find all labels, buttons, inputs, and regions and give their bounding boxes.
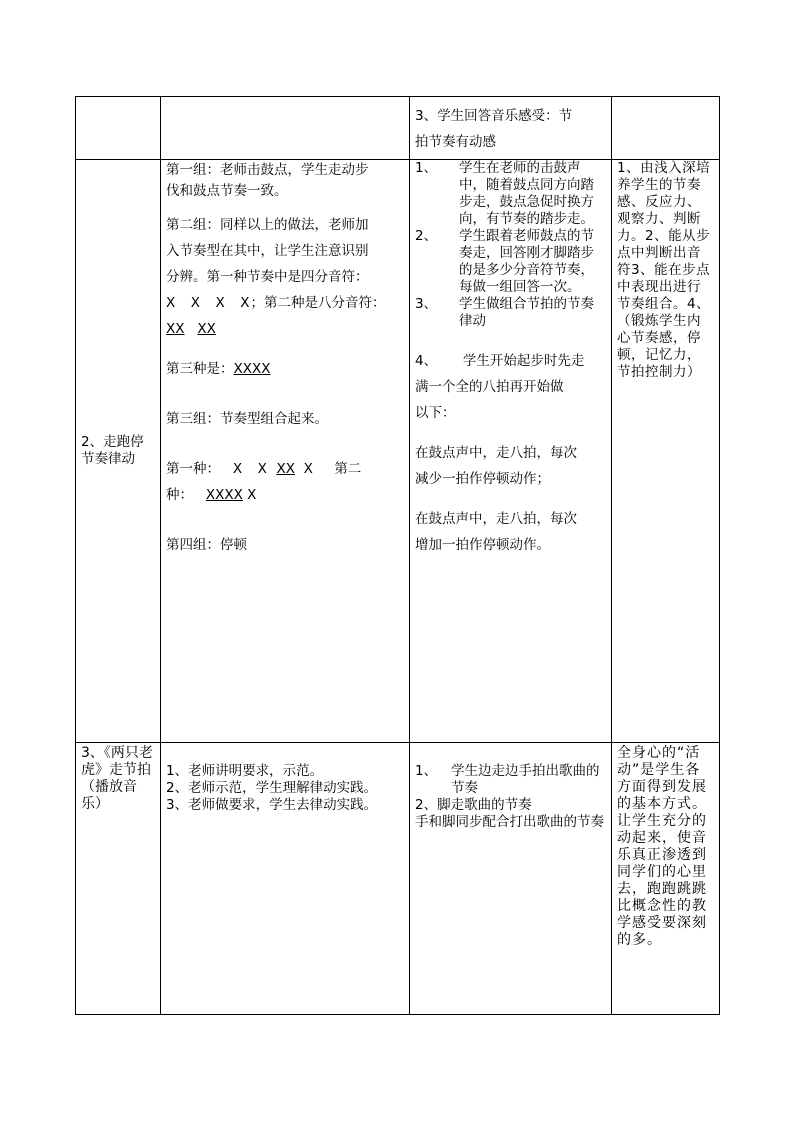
list-item: [415, 228, 606, 296]
text-line: [166, 456, 404, 482]
teacher-activity-cell: [161, 160, 410, 743]
text-line: 在鼓点声中，走八拍，每次: [415, 511, 577, 527]
step-title: 3、《两只老虎》走节拍（播放音乐）: [81, 745, 153, 812]
list-text: 学生做组合节拍的节奏律动: [459, 296, 594, 329]
lesson-plan-table: [75, 96, 720, 1015]
list-item: [415, 348, 606, 426]
text-line: 3、老师做要求，学生去律动实践。: [166, 797, 378, 813]
step-title-cell: [76, 160, 161, 743]
list-number: 1、: [415, 763, 438, 779]
step-title: 2、走跑停节奏律动: [81, 434, 144, 467]
text-fragment: 第二: [334, 461, 362, 477]
list-number: 3、: [415, 296, 438, 312]
design-intent-cell: [612, 160, 720, 743]
text-line: 2、脚走歌曲的节奏: [415, 797, 532, 813]
list-item: [415, 160, 606, 228]
rhythm-notation: XX: [197, 321, 216, 337]
text-line: 分辨。第一种节奏中是四分音符：: [166, 269, 369, 285]
text-line: 第四组：停顿: [166, 537, 247, 553]
cell-empty: [76, 97, 161, 160]
cell-empty: [612, 97, 720, 160]
text-fragment: 种：: [166, 487, 193, 503]
text-line: 1、老师讲明要求，示范。: [166, 763, 324, 779]
list-number: 2、: [415, 228, 438, 244]
design-intent-text: 1、由浅入深培养学生的节奏感、反应力、观察力、判断力。2、能从步点中判断出音符3、能在步点中表现出进行节奏组合。4、（锻炼学生内心节奏感，停顿，记忆力，节拍控制力）: [617, 160, 711, 380]
list-text: 学生开始起步时先走: [462, 353, 585, 369]
text-fragment: ；第二种是八分音符：: [250, 295, 386, 311]
text-line: 入节奏型在其中，让学生注意识别: [166, 243, 369, 259]
rhythm-notation: X: [303, 461, 313, 477]
list-number: 1、: [415, 160, 438, 176]
text-fragment: 第一种：: [166, 461, 220, 477]
text-line: 第一组：老师击鼓点，学生走动步: [166, 162, 369, 178]
student-activity-cell: [410, 97, 612, 160]
design-intent-cell: [612, 743, 720, 1015]
paragraph: [415, 440, 606, 492]
list-item: [415, 763, 606, 797]
list-number: 4、: [415, 353, 438, 369]
table-row: [76, 743, 720, 1015]
student-activity-cell: [410, 743, 612, 1015]
text-line: 手和脚同步配合打出歌曲的节奏: [415, 814, 604, 830]
table-row: [76, 97, 720, 160]
text-line: 2、老师示范，学生理解律动实践。: [166, 780, 378, 796]
text-line: 满一个全的八拍再开始做: [415, 379, 564, 395]
list-text: 学生在老师的击鼓声中，随着鼓点同方向踏步走，鼓点急促时换方向，有节奏的踏步走。: [459, 160, 594, 227]
text-fragment: 第三种是：: [166, 361, 234, 377]
student-activity-cell: [410, 160, 612, 743]
text-line: [166, 316, 404, 342]
text-line: 减少一拍作停顿动作；: [415, 471, 550, 487]
text-line: [415, 348, 606, 374]
paragraph: [415, 506, 606, 558]
rhythm-notation: XX: [166, 321, 185, 337]
rhythm-notation: X: [247, 487, 257, 503]
text-line: [166, 290, 404, 316]
text-line: 拍节奏有动感: [415, 134, 496, 150]
list-text: 学生边走边手拍出歌曲的节奏: [451, 763, 600, 796]
text-line: 增加一拍作停顿动作。: [415, 537, 550, 553]
design-intent-text: 全身心的“活动”是学生各方面得到发展的基本方式。让学生充分的动起来，使音乐真正渗透到同学们的心里去，跑跑跳跳比概念性的教学感受要深刻的多。: [617, 745, 707, 948]
text-line: 以下：: [415, 405, 456, 421]
rhythm-notation: XXXX: [205, 487, 243, 503]
step-title-cell: [76, 743, 161, 1015]
text-line: 伐和鼓点节奏一致。: [166, 183, 288, 199]
teacher-activity-cell: [161, 743, 410, 1015]
rhythm-notation: XXXX: [233, 361, 271, 377]
rhythm-notation: X X: [232, 461, 268, 477]
text-line: [166, 482, 404, 508]
text-line: 第三组：节奏型组合起来。: [166, 411, 328, 427]
text-line: 3、学生回答音乐感受：节: [415, 108, 573, 124]
text-line: [166, 356, 404, 382]
list-item: [415, 296, 606, 330]
table-row: [76, 160, 720, 743]
rhythm-notation: X X X X: [166, 295, 251, 311]
text-line: 在鼓点声中，走八拍，每次: [415, 445, 577, 461]
rhythm-notation: XX: [276, 461, 295, 477]
text-line: 第二组：同样以上的做法，老师加: [166, 217, 369, 233]
cell-empty: [161, 97, 410, 160]
list-text: 学生跟着老师鼓点的节奏走，回答刚才脚踏步的是多少分音符节奏，每做一组回答一次。: [459, 228, 594, 295]
